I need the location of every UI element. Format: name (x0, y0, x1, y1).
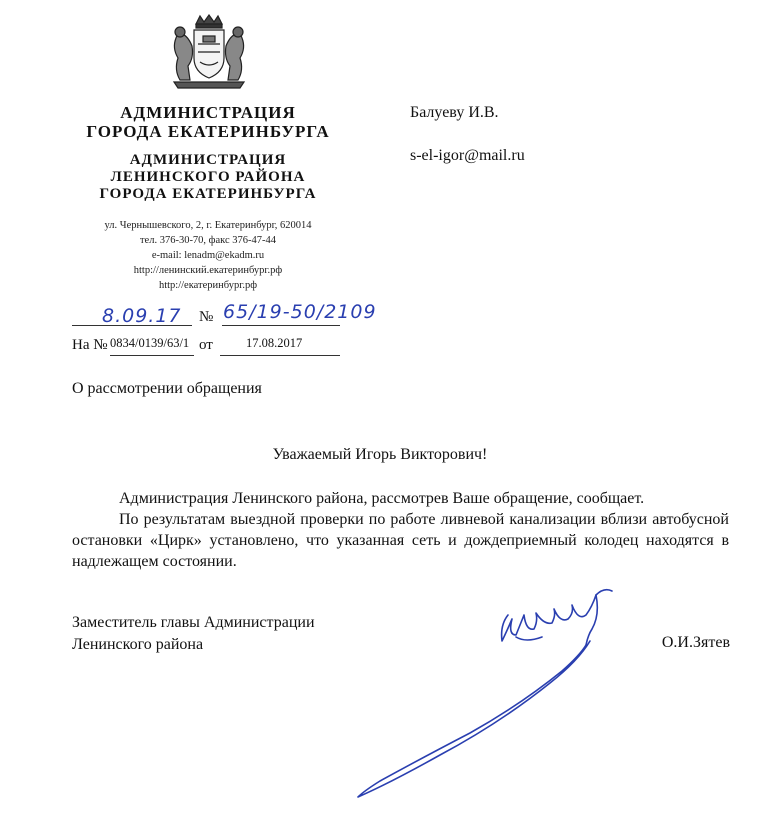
suborg-title-line1: АДМИНИСТРАЦИЯ (129, 152, 287, 168)
ref-number: 0834/0139/63/1 (110, 336, 190, 350)
email-text: e-mail: lenadm@ekadm.ru (151, 250, 265, 261)
signer-name: О.И.Зятев (661, 634, 730, 651)
org-title-line1: АДМИНИСТРАЦИЯ (120, 103, 296, 122)
ref-number-line (110, 355, 194, 356)
ref-date: 17.08.2017 (246, 336, 303, 350)
recipient-name: Балуеву И.В. (410, 104, 499, 121)
reg-number-handwritten: 65/19-50/2109 (223, 301, 377, 323)
suborg-title (60, 152, 356, 203)
address-text: ул. Чернышевского, 2, г. Екатеринбург, 620014 (104, 220, 312, 231)
contact-block (60, 218, 356, 293)
reg-number-sign: № (199, 309, 214, 325)
reg-date-line (72, 325, 192, 326)
body-paragraph-2: По результатам выездной проверки по работе ливневой канализации вблизи автобусной остановки «Цирк» установлено, что указанная сеть и дождеприемный колодец находятся в надлежащем состоянии. (72, 511, 729, 570)
site-link-1: http://ленинский.екатеринбург.рф (133, 265, 283, 276)
handwritten-signature (330, 585, 630, 805)
phone-text: тел. 376-30-70, факс 376-47-44 (139, 235, 277, 246)
suborg-title-line3: ГОРОДА ЕКАТЕРИНБУРГА (99, 186, 317, 202)
suborg-title-line2: ЛЕНИНСКОГО РАЙОНА (110, 169, 306, 185)
org-title-line2: ГОРОДА ЕКАТЕРИНБУРГА (86, 122, 330, 141)
body-paragraph-1: Администрация Ленинского района, рассмотрев Ваше обращение, сообщает. (119, 490, 645, 507)
org-title (60, 103, 356, 141)
subject-line: О рассмотрении обращения (72, 380, 262, 397)
signer-position-line1: Заместитель главы Администрации (72, 614, 315, 631)
recipient-email: s-el-igor@mail.ru (410, 147, 525, 164)
reg-number-line (222, 325, 340, 326)
ref-label: На № (72, 337, 108, 353)
ref-date-line (220, 355, 340, 356)
reg-date-handwritten: 8.09.17 (102, 305, 182, 327)
from-label: от (199, 337, 213, 353)
coat-of-arms-emblem (168, 14, 250, 90)
signer-position (72, 612, 315, 656)
site-link-2: http://екатеринбург.рф (158, 280, 258, 291)
signer-position-line2: Ленинского района (72, 636, 204, 653)
salutation: Уважаемый Игорь Викторович! (272, 446, 488, 463)
letter-body (72, 488, 729, 572)
